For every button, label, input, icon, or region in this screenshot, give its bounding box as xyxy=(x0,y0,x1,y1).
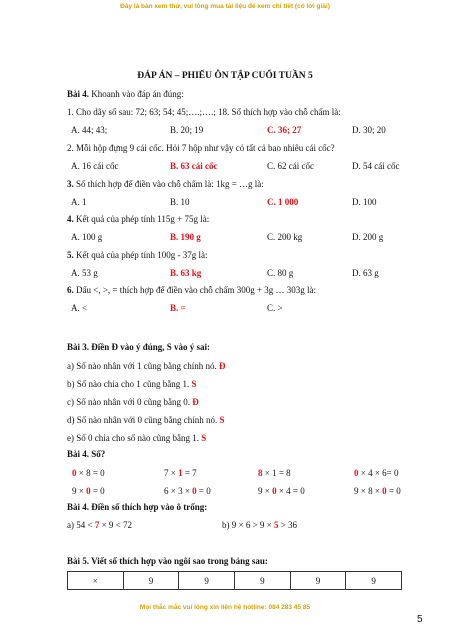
question-text xyxy=(67,285,316,295)
answer-option: A. < xyxy=(71,303,88,313)
equation-part: 7 × xyxy=(164,468,179,478)
equation-answer: 0 xyxy=(272,486,277,496)
section-heading-so: Bài 4. Số? xyxy=(67,449,106,459)
answer-option: C. > xyxy=(267,303,283,313)
answer-option: A. 44; 43; xyxy=(71,125,108,135)
answer-option-correct: C. 1 000 xyxy=(267,197,299,207)
answer-option: C. 200 kg xyxy=(267,232,303,242)
inequality-b: b) 9 × 6 > 9 × 5 > 36 xyxy=(222,520,298,530)
equation-answer: 0 xyxy=(86,486,91,496)
table-cell: 9 xyxy=(179,572,235,590)
question-number: 5. xyxy=(67,250,74,260)
true-false-mark: Đ xyxy=(218,361,226,371)
table-cell: × xyxy=(68,572,124,590)
answer-option-correct: C. 36; 27 xyxy=(267,125,302,135)
inequality-a: a) 54 < 7 × 9 < 72 xyxy=(67,520,132,530)
statement-item xyxy=(67,415,225,425)
answer-option: D. 63 g xyxy=(352,268,379,278)
question-text xyxy=(67,179,264,189)
true-false-mark: S xyxy=(191,379,197,389)
statement-text: e) Số 0 chia cho số nào cũng bằng 1. xyxy=(67,433,199,443)
statement-item xyxy=(67,379,197,389)
statement-text: d) Số nào nhân với 0 cũng bằng chính nó. xyxy=(67,415,218,425)
question-text xyxy=(67,107,341,117)
statement-item xyxy=(67,361,225,371)
question-number: 4. xyxy=(67,214,74,224)
question-text xyxy=(67,250,207,260)
answer-option-correct: B. 63 kg xyxy=(170,268,202,278)
equation-part: = 0 xyxy=(386,486,401,496)
answer-option: A. 100 g xyxy=(71,232,103,242)
section-heading-bai5: Bài 5. Viết số thích hợp vào ngôi sao trong bảng sau: xyxy=(67,556,268,566)
equation-answer: 0 xyxy=(192,486,197,496)
equation-part: 9 × 8 × xyxy=(354,486,383,496)
answer-option: D. 30; 20 xyxy=(352,125,386,135)
equation-part: 6 × 3 × xyxy=(164,486,193,496)
question-number: 3. xyxy=(67,179,74,189)
answer-option-correct: B. 190 g xyxy=(170,232,201,242)
answer-option-correct: B. = xyxy=(170,303,186,313)
answer-option: A. 53 g xyxy=(71,268,98,278)
answer-option: B. 10 xyxy=(170,197,190,207)
answer-option: D. 100 xyxy=(352,197,377,207)
equation xyxy=(258,486,305,496)
answer-option: B. 20; 19 xyxy=(170,125,204,135)
question-text xyxy=(67,214,209,224)
question-body: Kết quả của phép tính 115g + 75g là: xyxy=(73,214,210,224)
answer-option: C. 62 cái cốc xyxy=(267,161,314,171)
page-number: 5 xyxy=(417,614,423,625)
equation-part: × 8 = 0 xyxy=(76,468,105,478)
equation xyxy=(354,468,398,478)
multiplication-table xyxy=(67,571,402,590)
page-title: ĐÁP ÁN – PHIẾU ÔN TẬP CUỐI TUẦN 5 xyxy=(137,71,313,81)
equation xyxy=(164,468,197,478)
statement-text: c) Số nào nhân với 0 cũng bằng 0. xyxy=(67,397,190,407)
question-body: Số thích hợp để điền vào chỗ chấm là: 1kg = …g là: xyxy=(73,179,264,189)
question-number: 6. xyxy=(67,285,74,295)
equation xyxy=(258,468,291,478)
equation xyxy=(72,486,105,496)
equation-answer: 1 xyxy=(178,468,183,478)
equation-answer: 0 xyxy=(72,468,77,478)
hotline-banner: Mọi thắc mắc vui lòng xin liên hệ hotline: 084 283 45 85 xyxy=(139,604,311,611)
equation-part: 9 × xyxy=(72,486,87,496)
true-false-mark: S xyxy=(219,415,225,425)
equation-part: = 0 xyxy=(90,486,105,496)
table-cell: 9 xyxy=(123,572,179,590)
table-row xyxy=(68,572,402,590)
equation-answer: 0 xyxy=(382,486,387,496)
section-heading-bai3: Bài 3. Điền Đ vào ý đúng, S vào ý sai: xyxy=(67,342,211,352)
question-body: 2. Mỗi hộp đựng 9 cái cốc. Hỏi 7 hộp như vậy có tất cả bao nhiêu cái cốc? xyxy=(67,143,335,153)
true-false-mark: S xyxy=(201,433,207,443)
equation-part: = 7 xyxy=(182,468,197,478)
answer-option-correct: B. 63 cái cốc xyxy=(170,161,218,171)
equation-part: × 4 = 0 xyxy=(276,486,305,496)
preview-banner: Đây là bản xem thử, vui lòng mua tài liệu để xem chi tiết (có lời giải) xyxy=(120,3,330,10)
statement-text: a) Số nào nhân với 1 cũng bằng chính nó. xyxy=(67,361,217,371)
equation-part: × 4 × 6= 0 xyxy=(358,468,399,478)
answer-option: C. 80 g xyxy=(267,268,294,278)
statement-text: b) Số nào chia cho 1 cũng bằng 1. xyxy=(67,379,190,389)
equation xyxy=(164,486,211,496)
equation-answer: 8 xyxy=(258,468,263,478)
question-body: 1. Cho dãy số sau: 72; 63; 54; 45;….;….; 18. Số thích hợp vào chỗ chấm là: xyxy=(67,107,341,117)
table-cell: 9 xyxy=(346,572,402,590)
true-false-mark: Đ xyxy=(192,397,199,407)
section-heading-dien-so: Bài 4. Điền số thích hợp vào ô trống: xyxy=(67,502,208,512)
table-cell: 9 xyxy=(290,572,346,590)
statement-item xyxy=(67,433,206,443)
question-text xyxy=(67,143,335,153)
statement-item xyxy=(67,397,199,407)
answer-option: A. 16 cái cốc xyxy=(71,161,119,171)
answer-option: A. 1 xyxy=(71,197,87,207)
equation-answer: 0 xyxy=(354,468,359,478)
section-heading-bai4: Bài 4. Khoanh vào đáp án đúng: xyxy=(67,89,184,99)
answer-option: D. 54 cái cốc xyxy=(352,161,400,171)
equation xyxy=(72,468,105,478)
table-cell: 9 xyxy=(234,572,290,590)
equation-part: 9 × xyxy=(258,486,273,496)
equation-part: × 1 = 8 xyxy=(262,468,291,478)
answer-option: D. 200 g xyxy=(352,232,384,242)
question-body: Kết quả của phép tính 100g - 37g là: xyxy=(73,250,208,260)
equation-part: = 0 xyxy=(196,486,211,496)
equation xyxy=(354,486,401,496)
question-body: Dấu <, >, = thích hợp để điền vào chỗ chấm 300g + 3g … 303g là: xyxy=(73,285,317,295)
